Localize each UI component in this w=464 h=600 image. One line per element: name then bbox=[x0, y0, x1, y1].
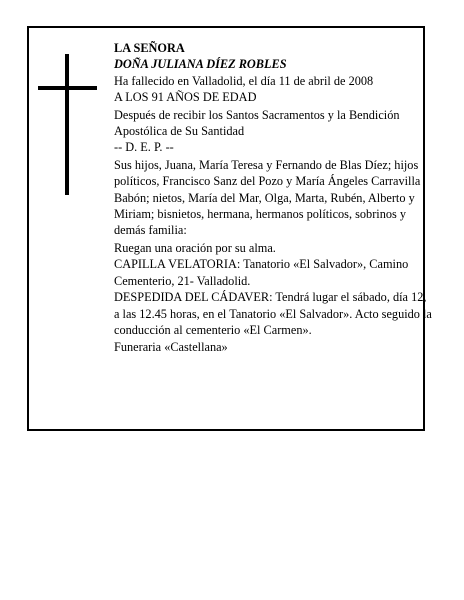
dep-line: -- D. E. P. -- bbox=[114, 140, 174, 155]
latin-cross-icon bbox=[65, 54, 69, 195]
farewell-paragraph: DESPEDIDA DEL CÁDAVER: Tendrá lugar el sábado, día 12, a las 12.45 horas, en el Tanatorio «El Salvador». Acto seguido la conducción al cementerio «El Carmen». bbox=[114, 290, 432, 337]
sacraments-paragraph: Después de recibir los Santos Sacramentos y la Bendición Apostólica de Su Santidad bbox=[114, 107, 400, 139]
chapel-paragraph: CAPILLA VELATORIA: Tanatorio «El Salvador», Camino Cementerio, 21- Valladolid. bbox=[114, 257, 409, 288]
prayer-line: Ruegan una oración por su alma. bbox=[114, 240, 276, 255]
funeral-home-line: Funeraria «Castellana» bbox=[114, 340, 228, 355]
family-paragraph: Sus hijos, Juana, María Teresa y Fernando de Blas Díez; hijos políticos, Francisco Sanz del Pozo y María Ángeles Carravilla Babón; nietos, María del Mar, Olga, Marta, Rubén, Alberto y Miriam; bisnietos, hermana, hermanos políticos, sobrinos y demás familia: bbox=[114, 157, 421, 238]
deceased-name: DOÑA JULIANA DÍEZ ROBLES bbox=[114, 57, 287, 72]
obituary-text bbox=[114, 40, 432, 356]
death-line: Ha fallecido en Valladolid, el día 11 de abril de 2008 bbox=[114, 73, 374, 88]
title-line: LA SEÑORA bbox=[114, 41, 185, 55]
latin-cross-icon-bar bbox=[38, 86, 97, 90]
age-line: A LOS 91 AÑOS DE EDAD bbox=[114, 90, 257, 105]
